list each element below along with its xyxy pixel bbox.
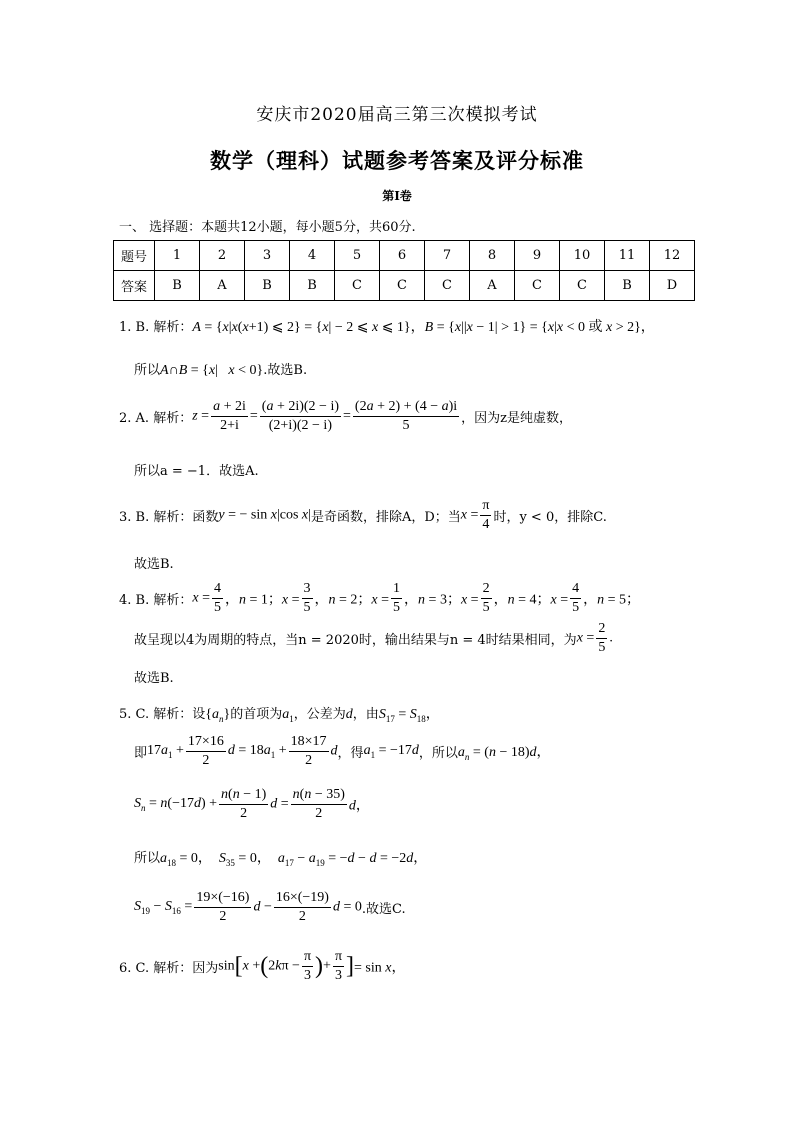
table-row: [114, 241, 695, 271]
q5-line1: 5. C. 解析：设$\{a_n\}$的首项为$a_1$，公差为d，由$S_{17} = S_{18}$，: [119, 707, 440, 724]
q5-line4: 所以$a_{18} = 0$， $S_{35} = 0$， $a_{17} - a_{19} = -d - d = -2d$，: [134, 851, 428, 868]
table-cell: B: [605, 271, 650, 301]
table-cell: 12: [650, 241, 695, 271]
q2-line1: 2. A. 解析：z = $\frac{a + 2i}{2+i}$ = $\frac{(a + 2i)(2 - i)}{(2+i)(2 - i)}$ = $\frac{(2a + 2) + (4 - a)i}{5}$ ，因为z是纯虚数，: [119, 399, 573, 433]
table-cell: 2: [200, 241, 245, 271]
q5-line2: 即$17a_1$ + $\frac{17\times 16}{2}$ $d = 18a_1$ + $\frac{18\times 17}{2}$ d，得$a_1 = -17d$，所以$a_n = (n - 18)d$，: [134, 734, 551, 768]
table-cell: A: [200, 271, 245, 301]
table-cell: B: [155, 271, 200, 301]
table-cell: 5: [335, 241, 380, 271]
table-cell: C: [425, 271, 470, 301]
table-cell: 11: [605, 241, 650, 271]
q4-line3: 故选B.: [134, 671, 174, 686]
table-cell: 8: [470, 241, 515, 271]
table-cell: C: [380, 271, 425, 301]
q3-line2: 故选B.: [134, 557, 174, 572]
exam-title: 安庆市2020届高三第三次模拟考试: [256, 105, 538, 125]
q1-line1: 1. B. 解析：A = {x|x(x+1) ⩽ 2} = {x| − 2 ⩽ x ⩽ 1}，B = {x||x − 1| > 1} = {x|x < 0 或 x > 2}，: [119, 320, 655, 335]
volume-title: 第Ⅰ卷: [382, 189, 412, 203]
q4-line1: 4. B. 解析：x = $\frac{4}{5}$ ，n = 1；x = $\frac{3}{5}$ ，n = 2；x = $\frac{1}{5}$ ，n = 3；x = $\frac{2}{5}$ ，n = 4；x = $\frac{4}{5}$ ，n = 5；: [119, 581, 641, 615]
table-cell: B: [245, 271, 290, 301]
table-cell: C: [560, 271, 605, 301]
q6-line1: 6. C. 解析：因为sin[x +(2kπ − $\frac{\pi}{3}$ )+ $\frac{\pi}{3}$ ]= sin x，: [119, 949, 406, 983]
table-cell: 7: [425, 241, 470, 271]
table-cell: C: [335, 271, 380, 301]
row-label: 题号: [114, 241, 155, 271]
section-heading: 一、 选择题：本题共12小题，每小题5分，共60分.: [119, 220, 416, 235]
answer-table: [113, 240, 695, 301]
q2-line2: 所以a = −1．故选A.: [134, 464, 259, 479]
q5-line3: $S_n = n(-17d)$ + $\frac{n(n - 1)}{2}$ d = $\frac{n(n - 35)}{2}$ d，: [134, 787, 370, 821]
table-cell: B: [290, 271, 335, 301]
q3-line1: 3. B. 解析：函数y = − sin x|cos x|是奇函数，排除A，D；当x = $\frac{\pi}{4}$ 时，y < 0，排除C.: [119, 498, 607, 532]
q1-line2: 所以A∩B = {x| x < 0}.故选B.: [134, 363, 308, 378]
doc-title: 数学（理科）试题参考答案及评分标准: [210, 148, 584, 173]
table-cell: 4: [290, 241, 335, 271]
table-cell: 9: [515, 241, 560, 271]
table-cell: 10: [560, 241, 605, 271]
table-cell: 3: [245, 241, 290, 271]
table-cell: 6: [380, 241, 425, 271]
table-row: [114, 271, 695, 301]
row-label: 答案: [114, 271, 155, 301]
q4-line2: 故呈现以4为周期的特点，当n = 2020时，输出结果与n = 4时结果相同，为x = $\frac{2}{5}$ .: [134, 621, 613, 655]
table-cell: D: [650, 271, 695, 301]
q5-line5: $S_{19} - S_{16}$ = $\frac{19\times(-16)}{2}$ d − $\frac{16\times(-19)}{2}$ d = 0.故选C.: [134, 890, 406, 924]
table-cell: C: [515, 271, 560, 301]
table-cell: A: [470, 271, 515, 301]
table-cell: 1: [155, 241, 200, 271]
